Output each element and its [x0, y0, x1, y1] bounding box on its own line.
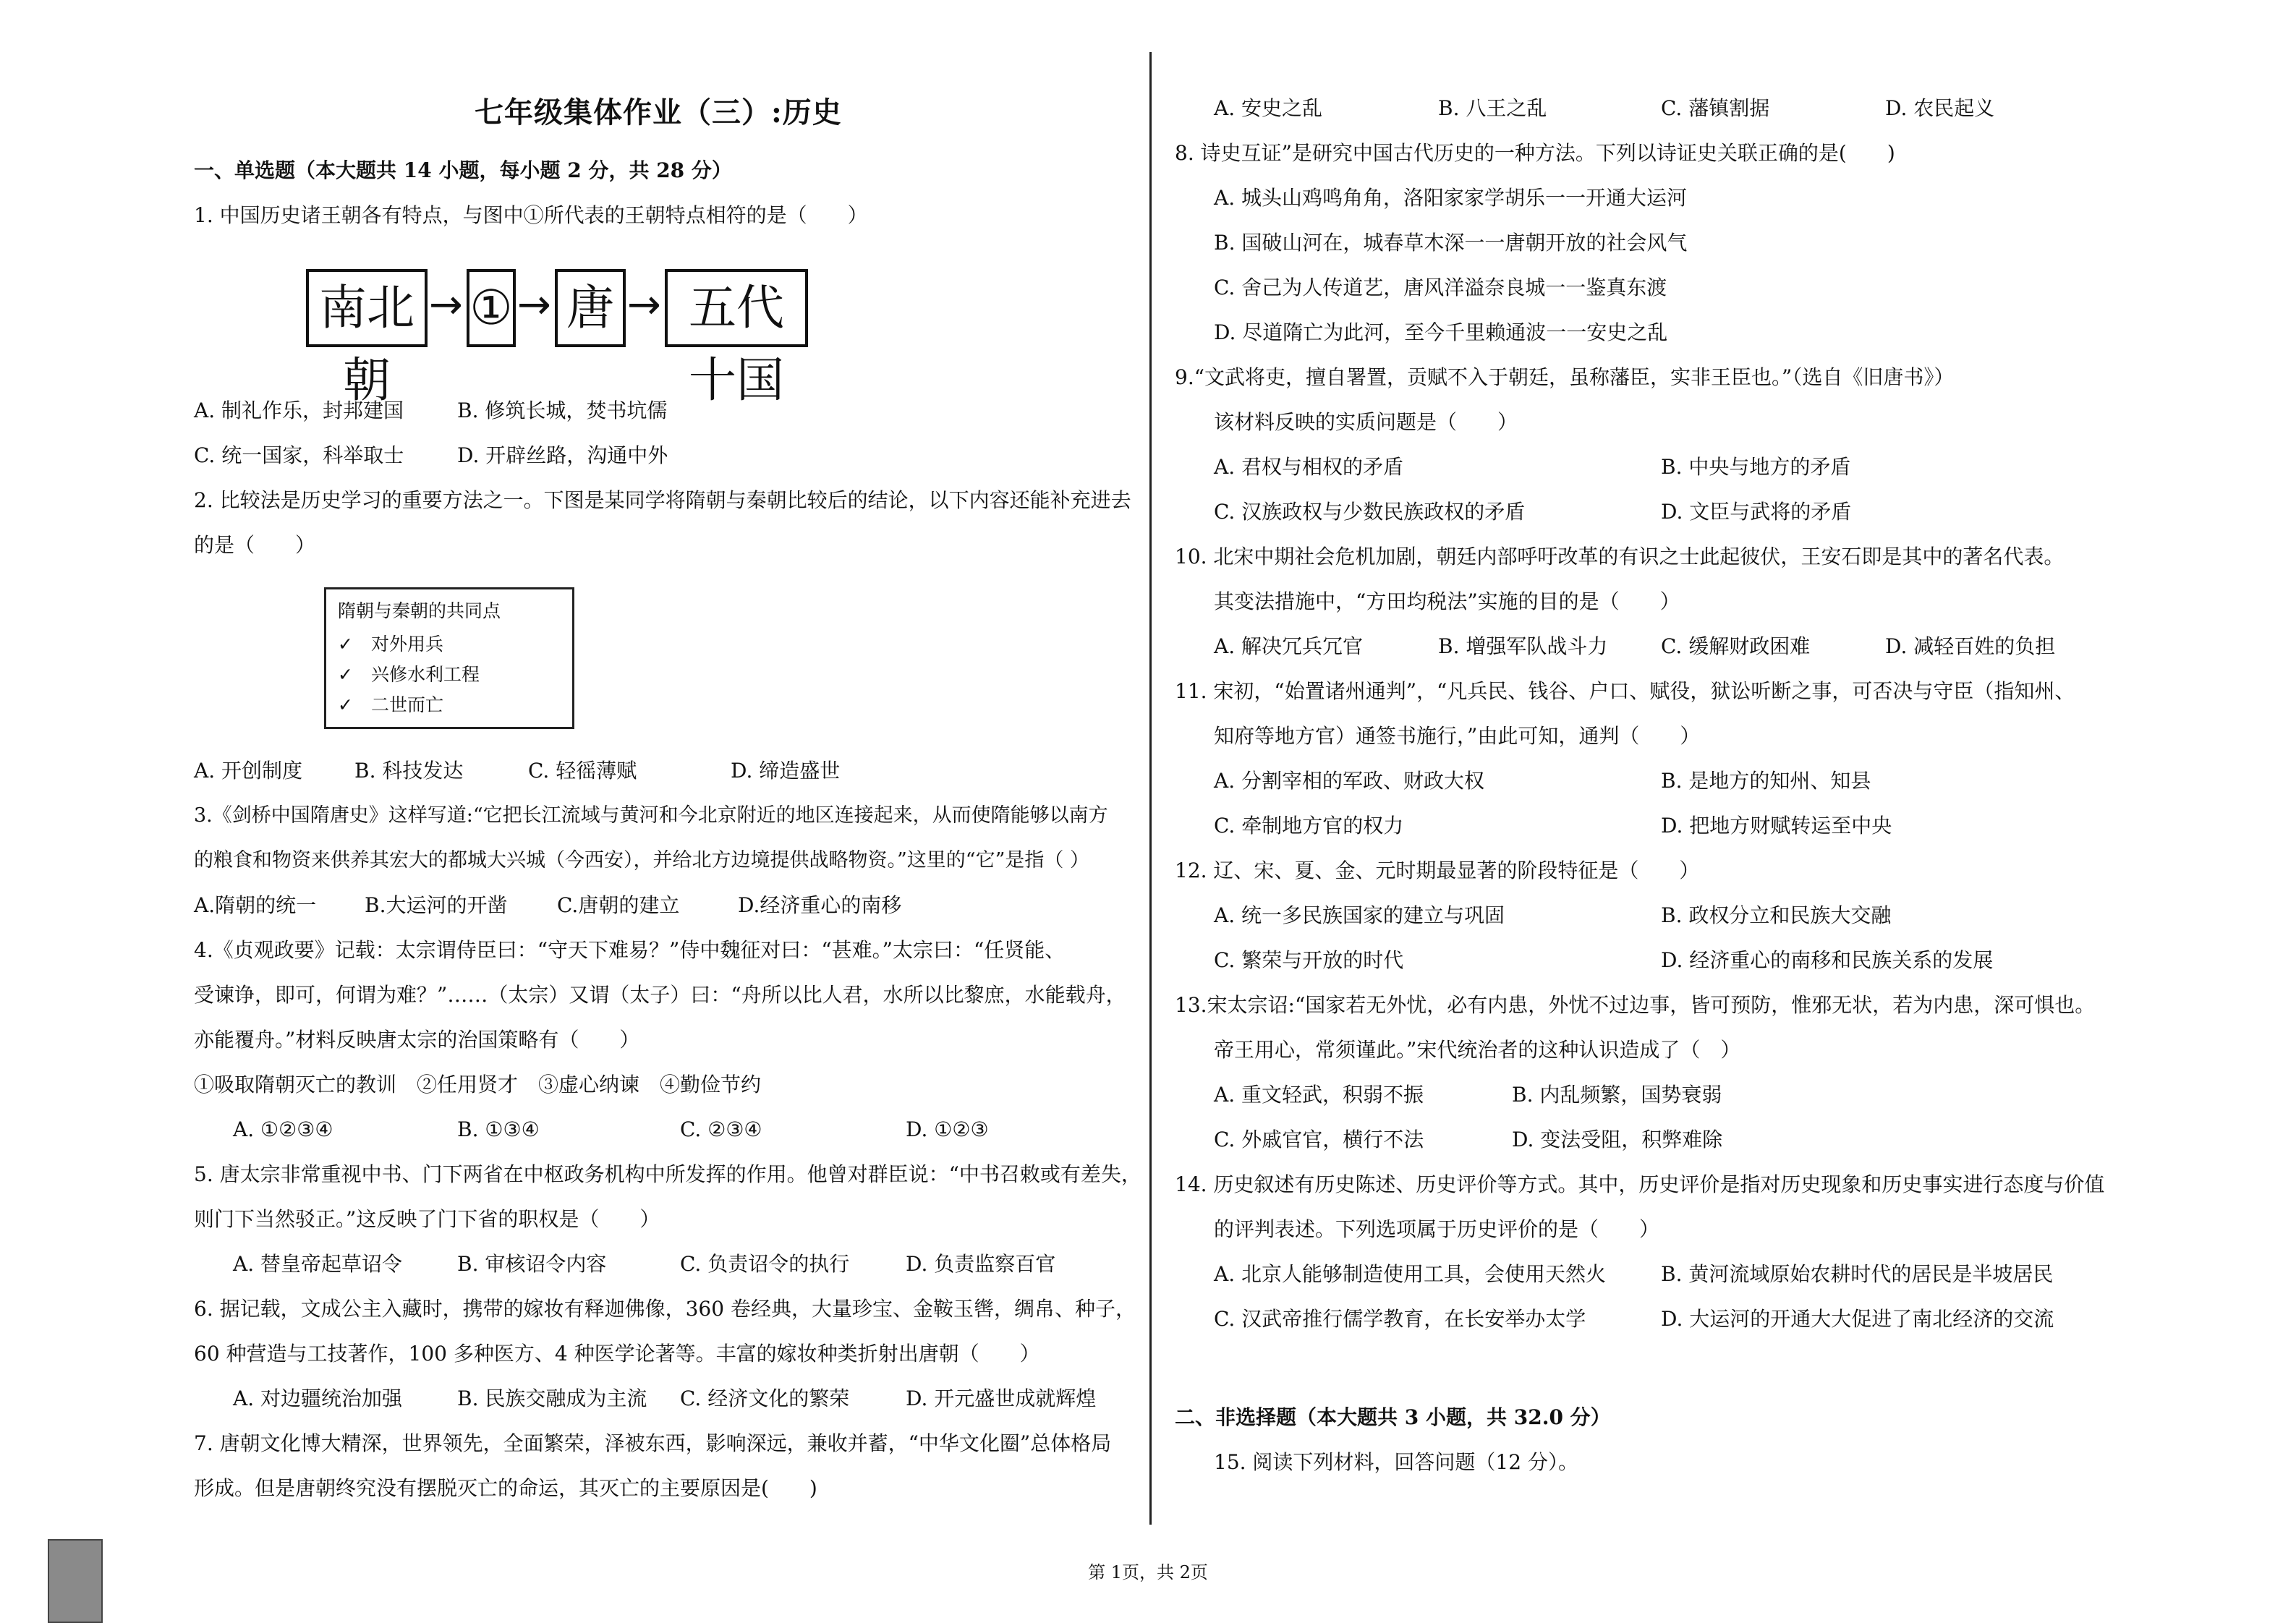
q13-option-d[interactable]: D. 变法受阻，积弊难除: [1512, 1128, 1723, 1151]
q11-option-c[interactable]: C. 牵制地方官的权力: [1214, 814, 1404, 838]
flow-box-nanbeichao: 南北朝: [306, 269, 428, 347]
question-6-line2: 60 种营造与工技著作，100 多种医方、4 种医学论著等。丰富的嫁妆种类折射出唐朝（ ）: [194, 1342, 1040, 1366]
flow-box-circle-1: ①: [467, 269, 516, 347]
note-item: ✓ 兴修水利工程: [338, 664, 480, 685]
q6-option-b[interactable]: B. 民族交融成为主流: [457, 1386, 647, 1410]
q2-option-d[interactable]: D. 缔造盛世: [731, 759, 841, 783]
q12-option-c[interactable]: C. 繁荣与开放的时代: [1214, 948, 1404, 972]
question-10-line2: 其变法措施中，“方田均税法”实施的目的是（ ）: [1214, 589, 1680, 613]
q11-option-a[interactable]: A. 分割宰相的军政、财政大权: [1214, 769, 1485, 793]
q13-option-b[interactable]: B. 内乱频繁，国势衰弱: [1512, 1083, 1722, 1107]
q3-option-a[interactable]: A.隋朝的统一: [194, 893, 317, 917]
column-divider: [1149, 52, 1152, 1525]
page-title: 七年级集体作业（三）:历史: [475, 95, 842, 129]
note-title: 隋朝与秦朝的共同点: [338, 600, 501, 621]
q4-option-b[interactable]: B. ①③④: [457, 1117, 540, 1141]
q3-option-b[interactable]: B.大运河的开凿: [365, 893, 508, 917]
q14-option-d[interactable]: D. 大运河的开通大大促进了南北经济的交流: [1661, 1307, 2054, 1331]
q4-option-a[interactable]: A. ①②③④: [233, 1117, 333, 1141]
question-4-line2: 受谏诤，即可，何谓为难？”……（太宗）又谓（太子）曰：“舟所以比人君，水所以比黎庶，水能载舟，: [194, 983, 1126, 1007]
q9-option-b[interactable]: B. 中央与地方的矛盾: [1661, 455, 1851, 479]
note-item: ✓ 对外用兵: [338, 634, 443, 655]
question-4-items: ①吸取隋朝灭亡的教训 ②任用贤才 ③虚心纳谏 ④勤俭节约: [194, 1073, 762, 1096]
question-10-line1: 10. 北宋中期社会危机加剧，朝廷内部呼吁改革的有识之士此起彼伏，王安石即是其中的著名代表。: [1175, 545, 2065, 568]
question-14-line2: 的评判表述。下列选项属于历史评价的是（ ）: [1214, 1217, 1660, 1241]
flow-box-wudai: 五代十国: [665, 269, 808, 347]
q8-option-b[interactable]: B. 国破山河在，城春草木深一一唐朝开放的社会风气: [1214, 231, 1688, 255]
q5-option-d[interactable]: D. 负责监察百官: [906, 1252, 1056, 1276]
dynasty-flow-diagram: [300, 255, 807, 408]
q5-option-b[interactable]: B. 审核诏令内容: [457, 1252, 607, 1276]
q12-option-a[interactable]: A. 统一多民族国家的建立与巩固: [1214, 903, 1505, 927]
q7-option-a[interactable]: A. 安史之乱: [1214, 96, 1323, 120]
q6-option-d[interactable]: D. 开元盛世成就辉煌: [906, 1386, 1097, 1410]
q3-option-c[interactable]: C.唐朝的建立: [557, 893, 680, 917]
q11-option-d[interactable]: D. 把地方财赋转运至中央: [1661, 814, 1892, 838]
question-12-stem: 12. 辽、宋、夏、金、元时期最显著的阶段特征是（ ）: [1175, 859, 1700, 882]
q2-option-a[interactable]: A. 开创制度: [194, 759, 303, 783]
section-heading-2: 二、非选择题（本大题共 3 小题，共 32.0 分）: [1175, 1405, 1611, 1429]
question-13-line1: 13.宋太宗诏:“国家若无外忧，必有内患，外忧不过边事，皆可预防，惟邪无状，若为内患，深可惧也。: [1175, 993, 2096, 1017]
arrow-icon: →: [429, 281, 463, 328]
q8-option-d[interactable]: D. 尽道隋亡为此河，至今千里赖通波一一安史之乱: [1214, 320, 1668, 344]
q13-option-a[interactable]: A. 重文轻武，积弱不振: [1214, 1083, 1424, 1107]
question-3-line1: 3.《剑桥中国隋唐史》这样写道:“它把长江流域与黄河和今北京附近的地区连接起来，从而使隋能够以南方: [194, 804, 1108, 827]
question-9-line1: 9.“文武将吏，擅自署置，贡赋不入于朝廷，虽称藩臣，实非王臣也。”（选自《旧唐书》）: [1175, 365, 1955, 389]
q1-option-c[interactable]: C. 统一国家，科举取士: [194, 443, 404, 467]
question-14-line1: 14. 历史叙述有历史陈述、历史评价等方式。其中，历史评价是指对历史现象和历史事实进行态度与价值: [1175, 1172, 2105, 1196]
question-2-stem-cont: 的是（ ）: [194, 533, 316, 557]
q2-option-c[interactable]: C. 轻徭薄赋: [528, 759, 637, 783]
question-11-line2: 知府等地方官）通签书施行，”由此可知，通判（ ）: [1214, 724, 1701, 748]
q14-option-b[interactable]: B. 黄河流域原始农耕时代的居民是半坡居民: [1661, 1262, 2054, 1286]
q2-option-b[interactable]: B. 科技发达: [354, 759, 464, 783]
arrow-icon: →: [517, 281, 551, 328]
section-heading: 一、单选题（本大题共 14 小题，每小题 2 分，共 28 分）: [194, 158, 732, 182]
page-footer: 第 1页，共 2页: [1088, 1562, 1208, 1582]
q1-option-b[interactable]: B. 修筑长城，焚书坑儒: [457, 399, 668, 422]
comparison-note-box: [324, 587, 574, 729]
q1-option-d[interactable]: D. 开辟丝路，沟通中外: [457, 443, 668, 467]
question-1-stem: 1. 中国历史诸王朝各有特点，与图中①所代表的王朝特点相符的是（ ）: [194, 203, 868, 227]
question-15-stem: 15. 阅读下列材料，回答问题（12 分）。: [1214, 1450, 1578, 1474]
q4-option-d[interactable]: D. ①②③: [906, 1117, 989, 1141]
q9-option-a[interactable]: A. 君权与相权的矛盾: [1214, 455, 1404, 479]
question-7-line2: 形成。但是唐朝终究没有摆脱灭亡的命运，其灭亡的主要原因是( ): [194, 1476, 817, 1500]
question-7-line1: 7. 唐朝文化博大精深，世界领先，全面繁荣，泽被东西，影响深远，兼收并蓄，“中华文化圈”总体格局: [194, 1431, 1112, 1455]
q12-option-b[interactable]: B. 政权分立和民族大交融: [1661, 903, 1892, 927]
q5-option-c[interactable]: C. 负责诏令的执行: [680, 1252, 850, 1276]
q8-option-c[interactable]: C. 舍己为人传道艺，唐风洋溢奈良城一一鉴真东渡: [1214, 276, 1667, 299]
q13-option-c[interactable]: C. 外戚官官，横行不法: [1214, 1128, 1424, 1151]
arrow-icon: →: [627, 281, 661, 328]
q7-option-c[interactable]: C. 藩镇割据: [1661, 96, 1770, 120]
question-5-line2: 则门下当然驳正。”这反映了门下省的职权是（ ）: [194, 1207, 660, 1231]
question-5-line1: 5. 唐太宗非常重视中书、门下两省在中枢政务机构中所发挥的作用。他曾对群臣说：“中书召敕或有差失，: [194, 1162, 1141, 1186]
q3-option-d[interactable]: D.经济重心的南移: [738, 893, 902, 917]
q5-option-a[interactable]: A. 替皇帝起草诏令: [233, 1252, 403, 1276]
q9-option-c[interactable]: C. 汉族政权与少数民族政权的矛盾: [1214, 500, 1526, 524]
q9-option-d[interactable]: D. 文臣与武将的矛盾: [1661, 500, 1852, 524]
question-6-line1: 6. 据记载，文成公主入藏时，携带的嫁妆有释迦佛像，360 卷经典，大量珍宝、金鞍玉辔，绸帛、种子，: [194, 1297, 1136, 1321]
note-item: ✓ 二世而亡: [338, 694, 443, 715]
q7-option-b[interactable]: B. 八王之乱: [1438, 96, 1547, 120]
question-3-line2: 的粮食和物资来供养其宏大的都城大兴城（今西安），并给北方边境提供战略物资。”这里的“它”是指（ ）: [194, 849, 1089, 872]
q12-option-d[interactable]: D. 经济重心的南移和民族关系的发展: [1661, 948, 1994, 972]
q10-option-b[interactable]: B. 增强军队战斗力: [1438, 634, 1608, 658]
question-4-line3: 亦能覆舟。”材料反映唐太宗的治国策略有（ ）: [194, 1028, 640, 1052]
q6-option-a[interactable]: A. 对边疆统治加强: [233, 1386, 403, 1410]
question-9-line2: 该材料反映的实质问题是（ ）: [1214, 410, 1518, 434]
q8-option-a[interactable]: A. 城头山鸡鸣角角，洛阳家家学胡乐一一开通大运河: [1214, 186, 1688, 210]
question-8-stem: 8. 诗史互证”是研究中国古代历史的一种方法。下列以诗证史关联正确的是( ): [1175, 141, 1895, 165]
q11-option-b[interactable]: B. 是地方的知州、知县: [1661, 769, 1871, 793]
q10-option-d[interactable]: D. 减轻百姓的负担: [1885, 634, 2056, 658]
q10-option-c[interactable]: C. 缓解财政困难: [1661, 634, 1811, 658]
question-2-stem: 2. 比较法是历史学习的重要方法之一。下图是某同学将隋朝与秦朝比较后的结论，以下内容还能补充进去: [194, 488, 1131, 512]
q1-option-a[interactable]: A. 制礼作乐，封邦建国: [194, 399, 404, 422]
q14-option-a[interactable]: A. 北京人能够制造使用工具，会使用天然火: [1214, 1262, 1607, 1286]
flow-box-tang: 唐: [555, 269, 626, 347]
q6-option-c[interactable]: C. 经济文化的繁荣: [680, 1386, 850, 1410]
question-11-line1: 11. 宋初，“始置诸州通判”，“凡兵民、钱谷、户口、赋役，狱讼听断之事，可否决与守臣（指知州、: [1175, 679, 2075, 703]
question-13-line2: 帝王用心，常须谨此。”宋代统治者的这种认识造成了（ ）: [1214, 1038, 1741, 1062]
q7-option-d[interactable]: D. 农民起义: [1885, 96, 1995, 120]
q10-option-a[interactable]: A. 解决冗兵冗官: [1214, 634, 1364, 658]
question-4-line1: 4.《贞观政要》记载：太宗谓侍臣曰：“守天下难易？”侍中魏征对曰：“甚难。”太宗曰：“任贤能、: [194, 938, 1066, 962]
q4-option-c[interactable]: C. ②③④: [680, 1117, 762, 1141]
q14-option-c[interactable]: C. 汉武帝推行儒学教育，在长安举办太学: [1214, 1307, 1586, 1331]
binding-margin-tab: [48, 1539, 103, 1623]
